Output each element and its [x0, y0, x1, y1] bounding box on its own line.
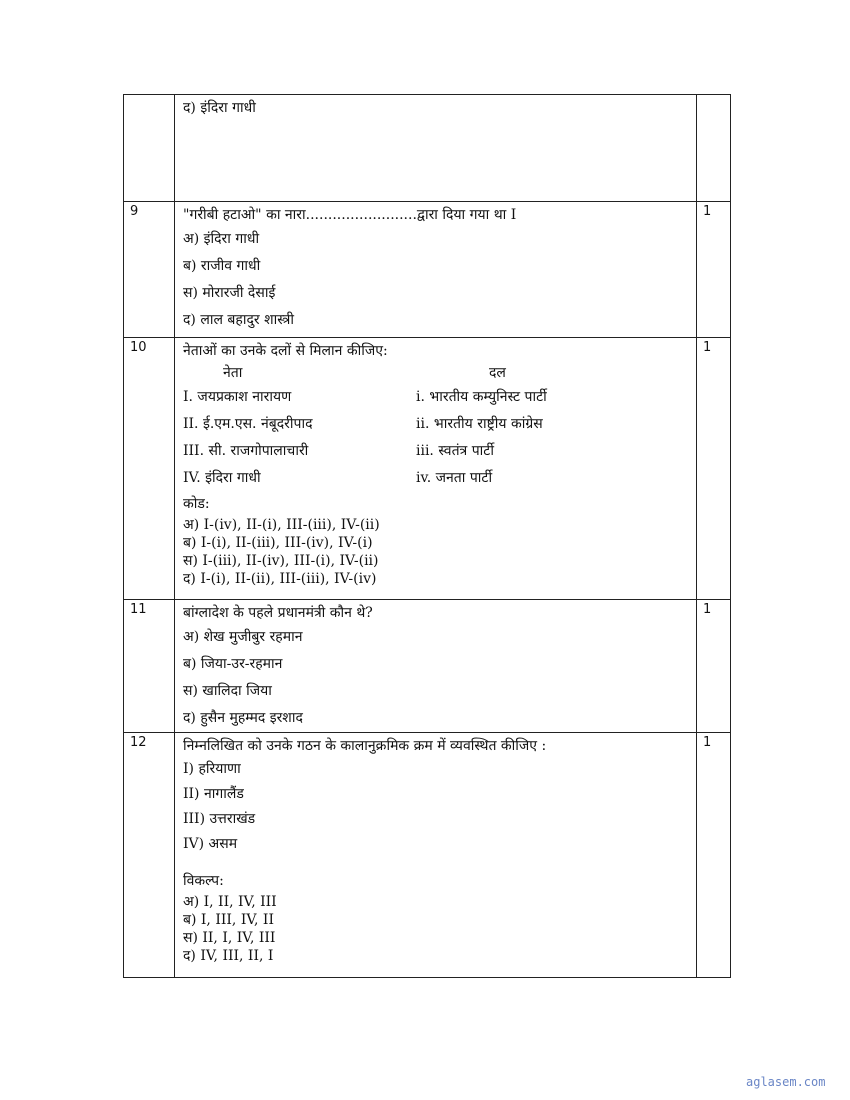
question-text: निम्नलिखित को उनके गठन के कालानुक्रमिक क्रम में व्यवस्थित कीजिए :	[183, 738, 547, 754]
question-text: नेताओं का उनके दलों से मिलान कीजिए:	[183, 343, 388, 359]
party-item: i. भारतीय कम्युनिस्ट पार्टी	[416, 389, 547, 405]
option-c: स) I-(iii), II-(iv), III-(i), IV-(ii)	[183, 553, 379, 569]
leaders-heading: नेता	[223, 365, 243, 381]
question-content	[174, 202, 696, 337]
match-pair	[183, 384, 688, 411]
question-number: 11	[123, 600, 174, 732]
option-c: स) खालिदा जिया	[183, 683, 272, 699]
code-label: कोड:	[183, 496, 210, 512]
question-content	[174, 95, 696, 201]
question-text: "गरीबी हटाओ" का नारा.........................द्वारा दिया गया था I	[183, 207, 517, 223]
party-item: iii. स्वतंत्र पार्टी	[416, 443, 494, 459]
list-item: III) उत्तराखंड	[183, 811, 256, 827]
option-b: ब) I, III, IV, II	[183, 912, 274, 928]
option-d: द) I-(i), II-(ii), III-(iii), IV-(iv)	[183, 571, 377, 587]
option-c: स) मोरारजी देसाई	[183, 285, 276, 301]
option-a: अ) I-(iv), II-(i), III-(iii), IV-(ii)	[183, 517, 380, 533]
question-marks: 1	[696, 202, 731, 337]
option-d: द) लाल बहादुर शास्त्री	[183, 312, 295, 328]
list-item: IV) असम	[183, 836, 238, 852]
option-d: द) हुसैन मुहम्मद इरशाद	[183, 710, 303, 726]
question-table	[123, 94, 731, 978]
leader-item: I. जयप्रकाश नारायण	[183, 389, 292, 405]
option-b: ब) जिया-उर-रहमान	[183, 656, 283, 672]
question-text: बांग्लादेश के पहले प्रधानमंत्री कौन थे?	[183, 605, 373, 621]
option-a: अ) I, II, IV, III	[183, 894, 277, 910]
option-d: द) IV, III, II, I	[183, 948, 274, 964]
list-item: I) हरियाणा	[183, 761, 241, 777]
parties-heading: दल	[489, 365, 506, 381]
leader-item: II. ई.एम.एस. नंबूदरीपाद	[183, 416, 313, 432]
option-b: ब) राजीव गाधी	[183, 258, 261, 274]
question-marks: 1	[696, 733, 731, 977]
table-row	[123, 95, 731, 202]
match-pair	[183, 438, 688, 465]
question-content	[174, 338, 696, 599]
option-c: स) II, I, IV, III	[183, 930, 276, 946]
question-number: 10	[123, 338, 174, 599]
option-b: ब) I-(i), II-(iii), III-(iv), IV-(i)	[183, 535, 373, 551]
choices-label: विकल्प:	[183, 873, 224, 889]
table-row	[123, 202, 731, 338]
question-number	[123, 95, 174, 201]
question-marks: 1	[696, 600, 731, 732]
table-row	[123, 733, 731, 978]
watermark-text: aglasem.com	[746, 1075, 826, 1089]
question-number: 12	[123, 733, 174, 977]
option-d: द) इंदिरा गाधी	[183, 100, 256, 116]
column-headings	[183, 362, 688, 384]
leader-item: IV. इंदिरा गाधी	[183, 470, 261, 486]
question-marks: 1	[696, 338, 731, 599]
party-item: iv. जनता पार्टी	[416, 470, 493, 486]
match-pair	[183, 411, 688, 438]
table-row	[123, 338, 731, 600]
match-pair	[183, 465, 688, 492]
leader-item: III. सी. राजगोपालाचारी	[183, 443, 309, 459]
list-item: II) नागालैंड	[183, 786, 244, 802]
party-item: ii. भारतीय राष्ट्रीय कांग्रेस	[416, 416, 543, 432]
question-content	[174, 600, 696, 732]
option-a: अ) शेख मुजीबुर रहमान	[183, 629, 303, 645]
question-number: 9	[123, 202, 174, 337]
option-a: अ) इंदिरा गाधी	[183, 231, 260, 247]
question-marks	[696, 95, 731, 201]
question-content	[174, 733, 696, 977]
table-row	[123, 600, 731, 733]
